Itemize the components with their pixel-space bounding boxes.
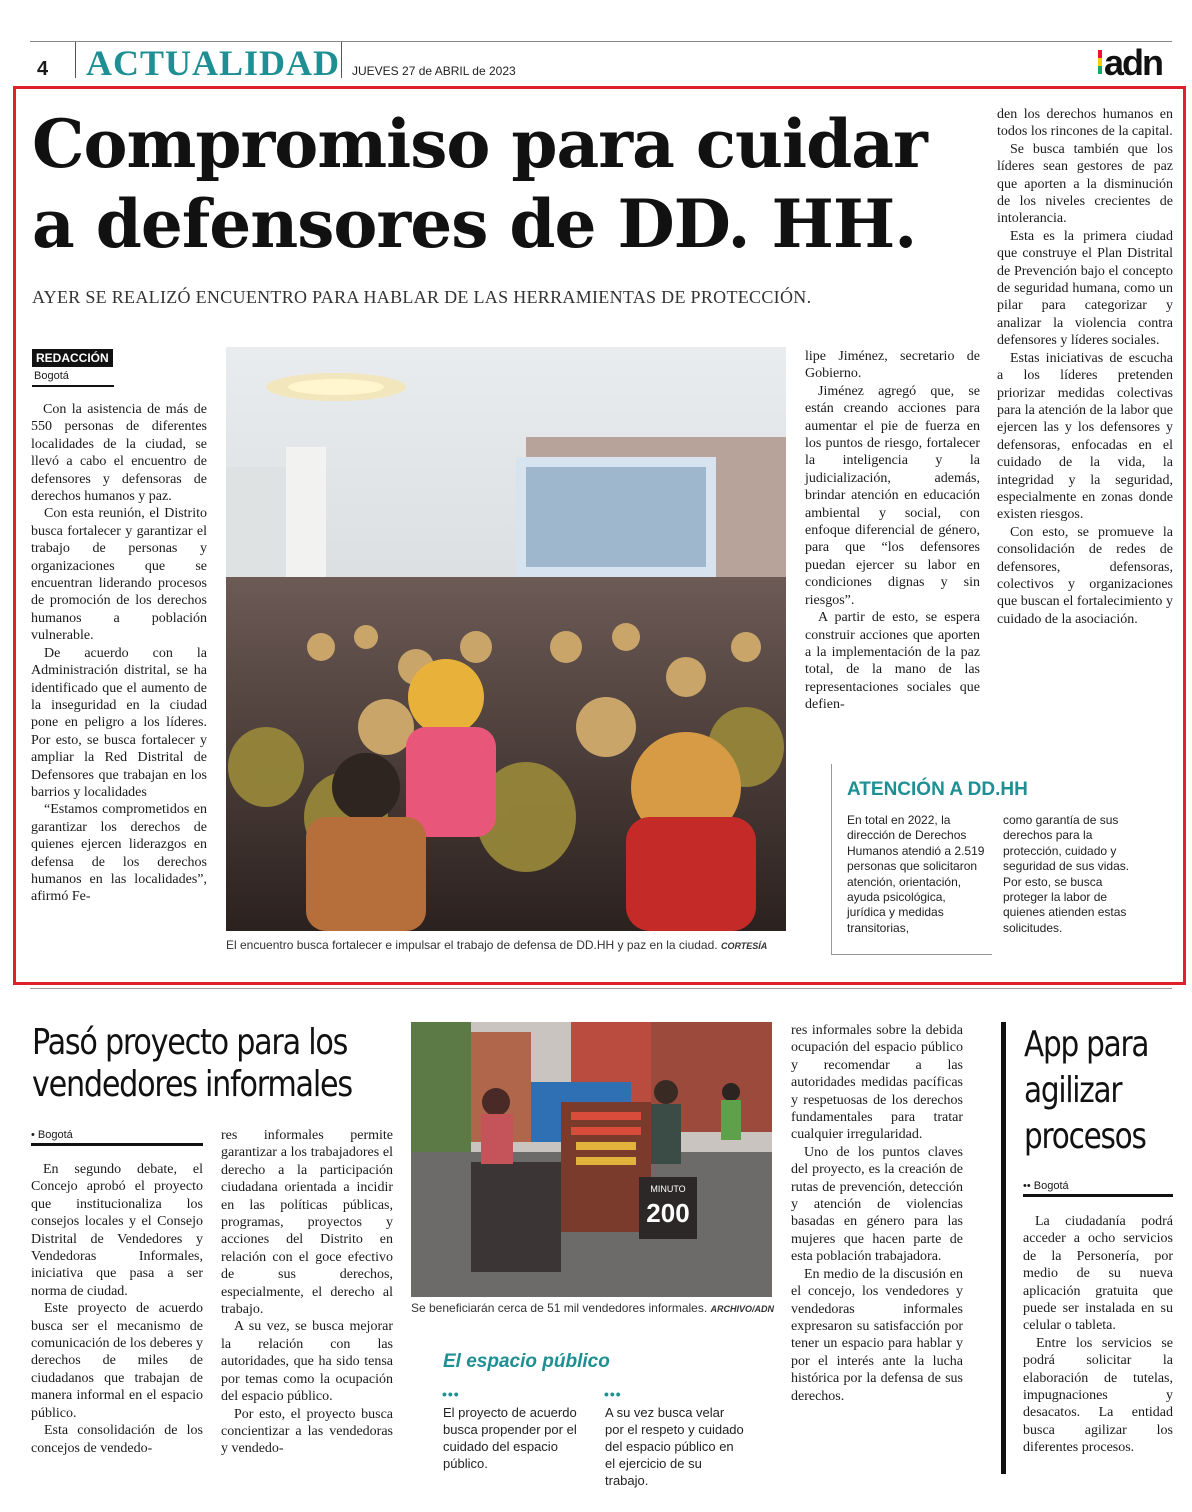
dateline-city: Bogotá: [32, 370, 114, 387]
paragraph: Con la asistencia de más de 550 personas de diferentes localidades de la ciudad, se llevó a cabo el encuentro de defensores y defensoras de derechos humanos y paz.: [31, 402, 207, 505]
paragraph: Con esto, se promueve la consolidación de redes de defensores, defensoras, colectivos y organizaciones que buscan el fortalecimiento y cuidado de la asociación.: [997, 524, 1173, 627]
headline-line: agilizar: [1024, 1070, 1122, 1111]
section-rule: [30, 988, 1172, 989]
vendors-column-1: [31, 1161, 203, 1457]
header-divider: [341, 42, 342, 78]
sidebar-column-1: En total en 2022, la dirección de Derechos Humanos atendió a 2.519 personas que solicitaron atención, orientación, ayuda psicológica, jurídica y medidas transitorias,: [847, 813, 985, 935]
sidebar-title: ATENCIÓN A DD.HH: [847, 779, 1028, 800]
paragraph: Se busca también que los líderes sean gestores de paz que aporten a la disminución de los niveles crecientes de intolerancia.: [997, 141, 1173, 227]
app-headline: [1024, 1022, 1148, 1160]
box-column-2: A su vez busca velar por el respeto y cuidado del espacio público en el ejercicio de su trabajo.: [605, 1405, 744, 1488]
main-column-2: [805, 348, 980, 714]
paragraph: En medio de la discusión en el concejo, los vendedores y vendedoras informales expresaron su satisfacción por tener un espacio para hablar y por el interés ante la lucha histórica por la defensa de sus derechos.: [791, 1266, 963, 1404]
paragraph: De acuerdo con la Administración distrital, se ha identificado que el aumento de la inseguridad en la ciudad pone en peligro a los líderes. Por esto, se busca fortalecer y ampliar la Red Distrital de Defensores que trabajan en los barrios y localidades: [31, 645, 207, 800]
byline: REDACCIÓN: [32, 349, 113, 367]
vendors-column-2: [221, 1127, 393, 1458]
cart-sign-top: MINUTO: [650, 1184, 686, 1194]
column-divider: [1001, 1022, 1006, 1474]
logo-mark: [1098, 50, 1102, 74]
caption-text: Se beneficiarán cerca de 51 mil vendedores informales.: [411, 1301, 708, 1315]
headline-line: procesos: [1024, 1116, 1146, 1157]
bullet-dots: •••: [442, 1386, 460, 1402]
headline-line: App para: [1024, 1024, 1149, 1065]
main-headline: Compromiso para cuidar a defensores de DD. HH.: [32, 105, 927, 263]
paragraph: Entre los servicios se podrá solicitar la elaboración de tutelas, impugnaciones y desacatos. La entidad busca agilizar los diferentes procesos.: [1023, 1335, 1173, 1456]
paragraph: res informales permite garantizar a los trabajadores el derecho a la participación ciudadana orientada a incidir en las políticas públicas, programas, proyectos y acciones del Distrito en relación con el goce efectivo de sus derechos, especialmente, el derecho al trabajo.: [221, 1128, 393, 1318]
sidebar-column-2: como garantía de sus derechos para la protección, cuidado y seguridad de sus vidas. Por esto, se busca proteger la labor de quienes atienden estas solicitudes.: [1003, 813, 1130, 935]
main-kicker: AYER SE REALIZÓ ENCUENTRO PARA HABLAR DE LAS HERRAMIENTAS DE PROTECCIÓN.: [32, 287, 812, 307]
paragraph: A partir de esto, se espera construir acciones que aporten a la implementación de la paz total, de la mano de las representaciones sociales que defien-: [805, 610, 980, 713]
vendors-headline: [32, 1022, 352, 1106]
header-divider: [75, 42, 76, 78]
brand-logo: adn: [1104, 42, 1163, 83]
event-photo: [226, 347, 786, 931]
paragraph: lipe Jiménez, secretario de Gobierno.: [805, 349, 980, 382]
page-number: 4: [37, 58, 49, 80]
paragraph: Este proyecto de acuerdo busca ser el mecanismo de comunicación de los deberes y derechos de miles de ciudadanos que trabajan de manera informal en el espacio público.: [31, 1301, 203, 1421]
box-title: El espacio público: [443, 1351, 610, 1372]
paragraph: Estas iniciativas de escucha a los líderes pretenden priorizar medidas colectivas para la atención de la labor que ejercen las y los defensores y defensoras, enfocadas en el cuidado de la vida, la integridad y la seguridad, especialmente en zonas donde existen riesgos.: [997, 350, 1173, 523]
paragraph: A su vez, se busca mejorar la relación con las autoridades, que ha sido tensa por temas como la ocupación del espacio público.: [221, 1319, 393, 1405]
app-column: [1023, 1213, 1173, 1457]
box-column-1: El proyecto de acuerdo busca propender por el cuidado del espacio público.: [443, 1405, 577, 1471]
city-text: Bogotá: [37, 1129, 73, 1141]
caption-text: El encuentro busca fortalecer e impulsar el trabajo de defensa de DD.HH y paz en la ciudad.: [226, 938, 718, 952]
paragraph: En segundo debate, el Concejo aprobó el proyecto que institucionaliza los consejos locales y el Consejo Distrital de Vendedores y Vendedoras Informales, iniciativa que pasa a ser norma de ciudad.: [31, 1162, 203, 1299]
paragraph: La ciudadanía podrá acceder a ocho servicios de la Personería, por medio de su nueva aplicación gratuita que puede ser instalada en su celular o tableta.: [1023, 1214, 1173, 1334]
main-column-3: [997, 106, 1173, 628]
paragraph: Con esta reunión, el Distrito busca fortalecer y garantizar el trabajo de personas y organizaciones que se encuentran liderando procesos de promoción de los derechos humanos a población vulnerable.: [31, 506, 207, 644]
photo-caption: [411, 1301, 774, 1315]
paragraph: Por esto, el proyecto busca concientizar a las vendedoras y vendedo-: [221, 1406, 393, 1457]
paragraph: den los derechos humanos en todos los rincones de la capital.: [997, 107, 1173, 140]
vendors-column-3: [791, 1022, 963, 1405]
headline-line: Pasó proyecto para los: [32, 1022, 348, 1063]
issue-date: JUEVES 27 de ABRIL de 2023: [352, 64, 516, 78]
cart-sign-price: 200: [646, 1198, 690, 1228]
paragraph: res informales sobre la debida ocupación del espacio público y recomendar a las autoridades medidas pacíficas y respetuosas de los derechos fundamentales para tratar cualquier irregularidad.: [791, 1023, 963, 1143]
city-text: Bogotá: [1033, 1180, 1069, 1192]
bullet-dots: •••: [604, 1386, 622, 1402]
section-title: ACTUALIDAD: [86, 43, 341, 83]
photo-caption: [226, 938, 767, 952]
vendors-photo: [411, 1022, 772, 1297]
dateline-city: •• Bogotá: [1023, 1180, 1173, 1197]
main-column-1: [31, 401, 207, 906]
paragraph: “Estamos comprometidos en garantizar los derechos de quienes ejercen liderazgos en defensa de los derechos humanos en las localidades”, afirmó Fe-: [31, 802, 207, 905]
dateline-city: • Bogotá: [31, 1129, 203, 1146]
paragraph: Jiménez agregó que, se están creando acciones para aumentar el pie de fuerza en los puntos de riesgo, fortalecer la inteligencia y la judicialización, además, brindar atención en educación ambiental y social, con enfoque diferencial de género, para que “los defensores puedan ejercer su labor en condiciones dignas y sin riesgos”.: [805, 383, 980, 608]
headline-line: vendedores informales: [32, 1064, 352, 1105]
paragraph: Esta consolidación de los concejos de vendedo-: [31, 1423, 203, 1456]
photo-credit: CORTESÍA: [720, 941, 768, 951]
photo-credit: ARCHIVO/ADN: [710, 1304, 775, 1314]
paragraph: Uno de los puntos claves del proyecto, es la creación de rutas de prevención, detección y atención de violencias basadas en género para las mujeres que hacen parte de esta población trabajadora.: [791, 1144, 963, 1265]
paragraph: Esta es la primera ciudad que construye el Plan Distrital de Prevención bajo el concepto de seguridad humana, como un pilar para categorizar y analizar la violencia contra defensores y líderes sociales.: [997, 228, 1173, 349]
